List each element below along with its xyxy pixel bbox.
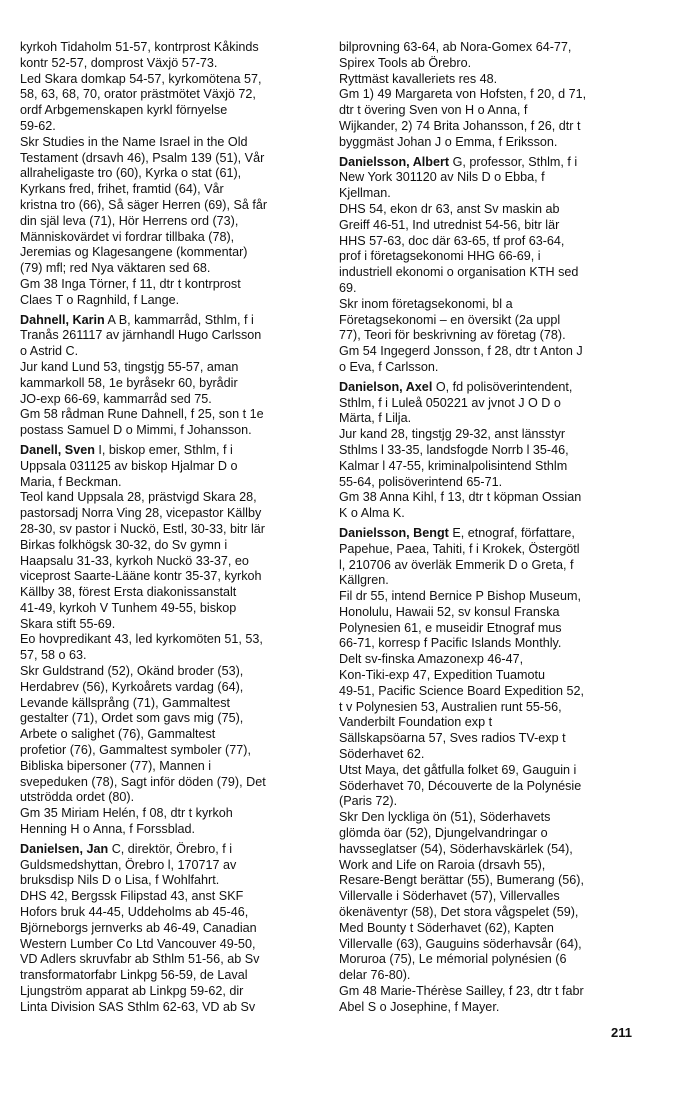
text-line: kammarkoll 58, 1e byråsekr 60, byrådir [20,375,238,390]
text-line: Moruroa (75), Le mémorial polynésien (6 [339,952,567,967]
text-line: kyrkoh Tidaholm 51-57, kontrprost Kåkinds [20,40,259,54]
entry-text: O, fd polisöverintendent, [432,379,573,394]
text-line: Teol kand Uppsala 28, prästvigd Skara 28, [20,490,257,505]
text-line: Polynesien 61, e museidir Etnograf mus [339,620,562,635]
text-line: 66-71, korresp f Pacific Islands Monthly. [339,636,562,651]
text-line: Gm 38 Anna Kihl, f 13, dtr t köpman Ossian [339,490,582,505]
text-line: HHS 57-63, doc där 63-65, tf prof 63-64, [339,233,565,248]
text-line: industriell ekonomi o organisation KTH sed [339,265,579,280]
text-line: Gm 48 Marie-Thérèse Sailley, f 23, dtr t fabr [339,984,584,999]
text-line: Delt sv-finska Amazonexp 46-47, [339,652,524,667]
biography-entry [339,155,639,376]
text-line: viceprost Saarte-Lääne kontr 35-37, kyrkoh [20,569,262,584]
text-line: Människovärdet vi fordrar tillbaka (78), [20,229,235,244]
text-line: delar 76-80). [339,968,411,983]
text-line: pastorsadj Norra Ving 28, vicepastor Källby [20,506,262,521]
entry-text: G, professor, Sthlm, f i [449,154,578,169]
text-line: t v Polynesien 53, Australien runt 55-56, [339,699,562,714]
text-line: VD Adlers skruvfabr ab Sthlm 51-56, ab Sv [20,952,260,967]
text-line: bruksdisp Nils D o Lisa, f Wohlfahrt. [20,873,220,888]
text-line: postass Samuel D o Mimmi, f Johansson. [20,423,252,438]
text-line: Gm 38 Inga Törner, f 11, dtr t kontrprost [20,276,241,291]
entry-name: Danielsson, Albert [339,154,450,169]
text-line: Wijkander, 2) 74 Brita Johansson, f 26, dtr t [339,118,581,133]
text-line: Ljungström apparat ab Linkpg 59-62, dir [20,984,244,999]
text-line: 58, 63, 68, 70, orator prästmötet Växjö 72, [20,87,256,102]
text-line: K o Alma K. [339,506,405,521]
text-line: Guldsmedshyttan, Örebro l, 170717 av [20,857,237,872]
text-line: Papehue, Paea, Tahiti, f i Krokek, Östergötl [339,541,580,556]
entry-continuation [339,40,639,151]
text-line: Levande källsprång (71), Gammaltest [20,695,230,710]
text-line: 57, 58 o 63. [20,648,87,663]
text-line: Maria, f Beckman. [20,474,122,489]
page-number: 211 [611,1025,632,1040]
text-line: Eo hovpredikant 43, led kyrkomöten 51, 53, [20,632,263,647]
text-line: Gm 54 Ingegerd Jonsson, f 28, dtr t Anton J [339,344,583,359]
text-line: New York 301120 av Nils D o Ebba, f [339,170,545,185]
text-line: 55-64, polisöverintend 65-71. [339,474,503,489]
text-line: Söderhavet 70, Découverte de la Polynésie [339,778,582,793]
text-line: (79) mfl; red Nya väktaren sed 68. [20,261,211,276]
text-line: Bibliska bipersoner (77), Mannen i [20,758,212,773]
text-line: Western Lumber Co Ltd Vancouver 49-50, [20,936,256,951]
text-line: profetior (76), Gammaltest symboler (77), [20,743,251,758]
text-line [339,380,639,396]
text-line: din själ leva (71), Hör Herrens ord (73), [20,213,239,228]
right-column [339,40,639,1016]
biography-entry [339,526,639,1016]
text-line: Linta Division SAS Sthlm 62-63, VD ab Sv [20,999,256,1014]
text-line: 49-51, Pacific Science Board Expedition 52, [339,683,585,698]
entry-name: Danielsen, Jan [20,841,109,856]
text-line: Gm 1) 49 Margareta von Hofsten, f 20, d 71, [339,87,587,102]
text-line: Honolulu, Hawaii 52, sv konsul Franska [339,604,560,619]
text-line: ökenäventyr (58), Det stora vågspelet (59), [339,905,579,920]
text-line: Gm 35 Miriam Helén, f 08, dtr t kyrkoh [20,806,233,821]
text-line: Kon-Tiki-exp 47, Expedition Tuamotu [339,668,546,683]
text-line: Villervalle i Söderhavet (57), Villervalles [339,889,560,904]
text-line: DHS 42, Bergssk Filipstad 43, anst SKF [20,889,244,904]
text-line: prof i företagsekonomi HHG 66-69, i [339,249,541,264]
text-line: 69. [339,280,357,295]
text-line: Med Bounty t Söderhavet (62), Kapten [339,920,554,935]
text-line [20,443,318,459]
text-line: Björneborgs jernverks ab 46-49, Canadian [20,920,257,935]
text-line: ordf Arbgemenskapen kyrkl förnyelse [20,103,228,118]
text-line: Greiff 46-51, Ind utrednist 54-56, bitr lär [339,217,560,232]
text-line: kontr 52-57, domprost Växjö 57-73. [20,55,218,70]
entry-name: Danielsson, Bengt [339,525,449,540]
text-line: Sällskapsöarna 57, Sves radios TV-exp t [339,731,566,746]
text-line: Villervalle (63), Gauguins söderhavsår (64), [339,936,582,951]
text-line: havsseglatser (54), Söderhavskärlek (54), [339,841,573,856]
text-line: Tranås 261117 av järnhandl Hugo Carlsson [20,328,262,343]
text-line: bilprovning 63-64, ab Nora-Gomex 64-77, [339,40,572,54]
text-line: Skr Guldstrand (52), Okänd broder (53), [20,664,244,679]
text-line: Kalmar l 47-55, kriminalpolisintend Sthlm [339,458,568,473]
biography-entry [339,380,639,522]
text-line: Testament (drsavh 46), Psalm 139 (51), Vår [20,150,265,165]
text-line: svepeduken (78), Sagt inför döden (79), Det [20,774,266,789]
text-line: Resare-Bengt berättar (55), Bumerang (56), [339,873,584,888]
text-line: utströdda ordet (80). [20,790,135,805]
text-line: 77), Teori för beskrivning av företag (78). [339,328,566,343]
text-line: Work and Life on Raroia (drsavh 55), [339,857,546,872]
text-line: 59-62. [20,118,56,133]
left-column [20,40,318,1016]
text-line: 28-30, sv pastor i Nuckö, Estl, 30-33, bitr lär [20,521,265,536]
text-line: transformatorfabr Linkpg 56-59, de Laval [20,968,248,983]
text-line: Haapsalu 31-33, kyrkoh Nuckö 33-37, eo [20,553,249,568]
text-line: 41-49, kyrkoh V Tunhem 49-55, biskop [20,600,237,615]
text-line: Claes T o Ragnhild, f Lange. [20,292,180,307]
text-line: Utst Maya, det gåtfulla folket 69, Gauguin i [339,762,577,777]
text-line [339,526,639,542]
text-line: Spirex Tools ab Örebro. [339,55,472,70]
text-line: Led Skara domkap 54-57, kyrkomötena 57, [20,71,262,86]
text-line: Henning H o Anna, f Forssblad. [20,822,196,837]
text-line: (Paris 72). [339,794,398,809]
entry-name: Dahnell, Karin [20,312,105,327]
text-line [20,842,318,858]
text-line: Källby 38, förest Ersta diakonissanstalt [20,585,237,600]
text-line: Jur kand 28, tingstjg 29-32, anst länsstyr [339,427,566,442]
text-line: Kyrkans fred, frihet, framtid (64), Vår [20,182,224,197]
text-line: Hofors bruk 44-45, Uddeholms ab 45-46, [20,905,249,920]
text-line: DHS 54, ekon dr 63, anst Sv maskin ab [339,201,560,216]
text-line: Sthlms l 33-35, landsfogde Norrb l 35-46, [339,442,569,457]
text-line: Arbete o salighet (76), Gammaltest [20,727,216,742]
text-line: Fil dr 55, intend Bernice P Bishop Museum, [339,589,581,604]
entry-name: Danell, Sven [20,442,95,457]
text-line: o Astrid C. [20,344,79,359]
text-line: JO-exp 66-69, kammarråd sed 75. [20,391,212,406]
text-line: kristna tro (66), Så säger Herren (69), Så får [20,197,268,212]
entry-text: I, biskop emer, Sthlm, f i [94,442,233,457]
text-line: Jeremias og Klagesangene (kommentar) [20,245,248,260]
text-line: allraheligaste tro (60), Kyrka o stat (61), [20,166,242,181]
text-line: Vanderbilt Foundation exp t [339,715,493,730]
entry-text: A B, kammarråd, Sthlm, f i [104,312,254,327]
text-line: Skr Studies in the Name Israel in the Old [20,134,248,149]
biography-entry [20,313,318,439]
biography-entry [20,842,318,1016]
entry-name: Danielson, Axel [339,379,433,394]
text-line: Sthlm, f i Luleå 050221 av jvnot J O D o [339,395,561,410]
entry-continuation [20,40,318,309]
text-line: byggmäst Johan J o Emma, f Eriksson. [339,134,558,149]
text-line: glömda öar (52), Djungelvandringar o [339,826,548,841]
text-line: Herdabrev (56), Kyrkoårets vardag (64), [20,679,244,694]
text-line: Skr inom företagsekonomi, bl a [339,296,513,311]
text-line: Birkas folkhögsk 30-32, do Sv gymn i [20,537,228,552]
text-line: Märta, f Lilja. [339,411,412,426]
text-line: Abel S o Josephine, f Mayer. [339,999,500,1014]
text-line: Uppsala 031125 av biskop Hjalmar D o [20,458,238,473]
text-line: Företagsekonomi – en översikt (2a uppl [339,312,561,327]
entry-text: C, direktör, Örebro, f i [108,841,233,856]
text-line: Kjellman. [339,186,391,201]
text-line: gestalter (71), Ordet som gavs mig (75), [20,711,244,726]
text-line: Jur kand Lund 53, tingstjg 55-57, aman [20,359,239,374]
text-line: dtr t övering Sven von H o Anna, f [339,103,528,118]
biography-entry [20,443,318,838]
text-line: Skr Den lyckliga ön (51), Söderhavets [339,810,551,825]
text-line: Skara stift 55-69. [20,616,116,631]
text-line: Källgren. [339,573,389,588]
text-line: o Eva, f Carlsson. [339,359,439,374]
text-line: l, 210706 av överläk Emmerik D o Greta, f [339,557,574,572]
text-line [339,155,639,171]
text-line [20,313,318,329]
entry-text: E, etnograf, författare, [448,525,575,540]
text-line: Ryttmäst kavalleriets res 48. [339,71,498,86]
text-line: Gm 58 rådman Rune Dahnell, f 25, son t 1e [20,407,264,422]
text-line: Söderhavet 62. [339,747,425,762]
